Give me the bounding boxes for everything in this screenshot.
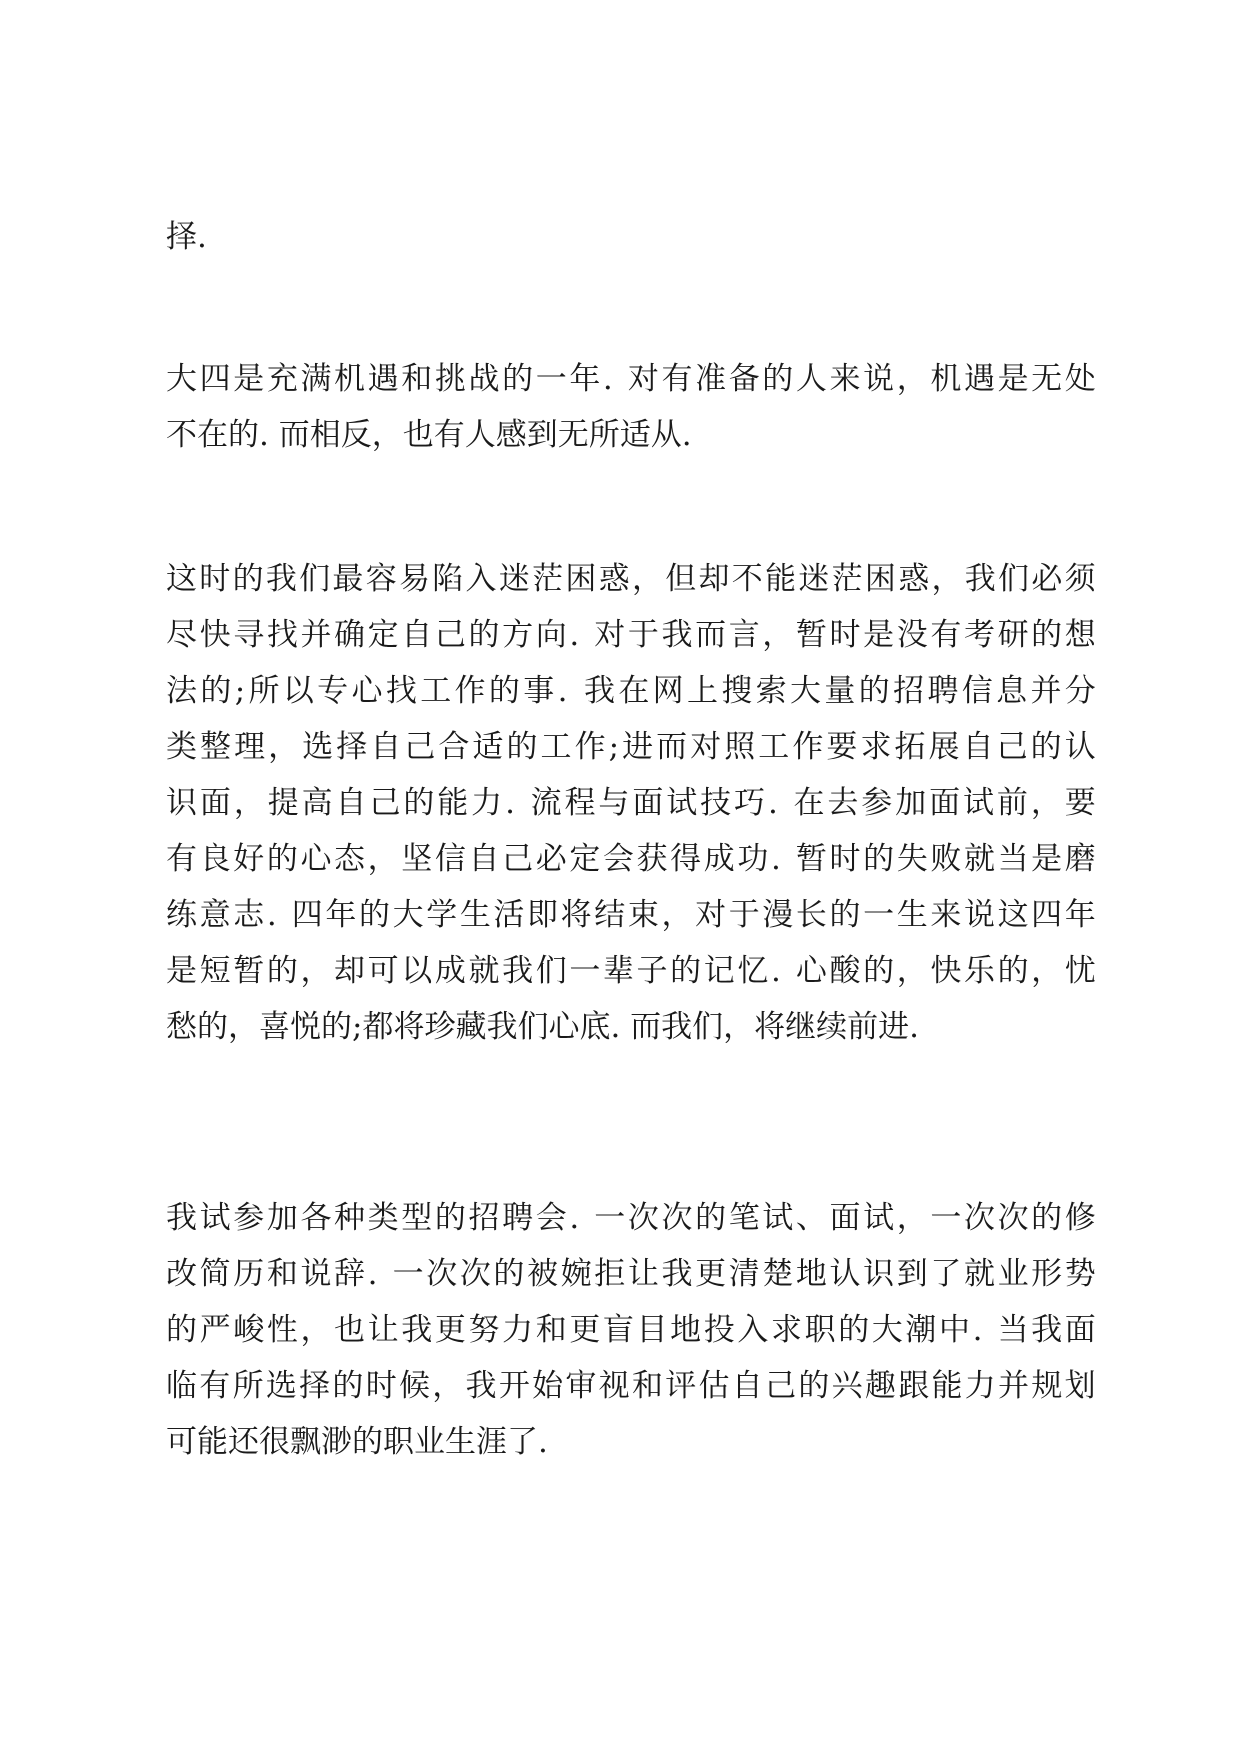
text-line: 法 的 ; 所 以 专 心 找 工 作 的 事 . 我 在 网 上 搜 索 大 量 的 招 聘 信 息 并 分 [166,673,1096,709]
text-line: 临 有 所 选 择 的 时 候 ， 我 开 始 审 视 和 评 估 自 己 的 兴 趣 跟 能 力 并 规 划 [166,1368,1096,1404]
text-line: 有 良 好 的 心 态 ， 坚 信 自 己 必 定 会 获 得 成 功 . 暂 时 的 失 败 就 当 是 磨 [166,841,1096,877]
text-line: 识 面 ， 提 高 自 己 的 能 力 . 流 程 与 面 试 技 巧 . 在 去 参 加 面 试 前 ， 要 [166,785,1096,821]
text-line: 这 时 的 我 们 最 容 易 陷 入 迷 茫 困 惑 ， 但 却 不 能 迷 茫 困 惑 ， 我 们 必 须 [166,561,1096,597]
text-line: 不在的. 而相反，也有人感到无所适从. [166,417,692,453]
text-line: 练 意 志 . 四 年 的 大 学 生 活 即 将 结 束 ， 对 于 漫 长 的 一 生 来 说 这 四 年 [166,897,1096,933]
paragraph-2 [166,351,1096,463]
text-line: 是 短 暂 的 ， 却 可 以 成 就 我 们 一 辈 子 的 记 忆 . 心 酸 的 ， 快 乐 的 ， 忧 [166,953,1096,989]
paragraph-3 [166,551,1096,1055]
text-line: 可能还很飘渺的职业生涯了. [166,1424,548,1460]
paragraph-4 [166,1190,1096,1470]
text-line: 择. [166,219,207,255]
text-line: 类 整 理 ， 选 择 自 己 合 适 的 工 作 ; 进 而 对 照 工 作 要 求 拓 展 自 己 的 认 [166,729,1096,765]
text-line: 愁的，喜悦的;都将珍藏我们心底. 而我们，将继续前进. [166,1009,920,1045]
paragraph-1 [166,209,1096,265]
text-line: 大 四 是 充 满 机 遇 和 挑 战 的 一 年 . 对 有 准 备 的 人 来 说 ， 机 遇 是 无 处 [166,361,1096,397]
text-line: 改 简 历 和 说 辞 . 一 次 次 的 被 婉 拒 让 我 更 清 楚 地 认 识 到 了 就 业 形 势 [166,1256,1096,1292]
text-line: 尽 快 寻 找 并 确 定 自 己 的 方 向 . 对 于 我 而 言 ， 暂 时 是 没 有 考 研 的 想 [166,617,1096,653]
text-line: 我 试 参 加 各 种 类 型 的 招 聘 会 . 一 次 次 的 笔 试 、 面 试 ， 一 次 次 的 修 [166,1200,1096,1236]
text-line: 的 严 峻 性 ， 也 让 我 更 努 力 和 更 盲 目 地 投 入 求 职 的 大 潮 中 . 当 我 面 [166,1312,1096,1348]
